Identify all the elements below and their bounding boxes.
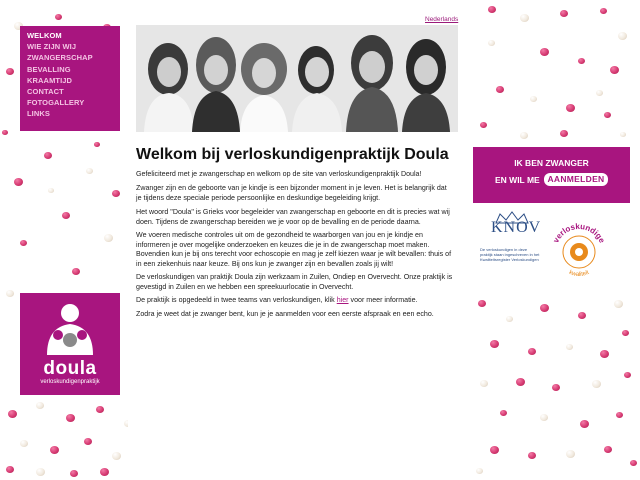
- teams-info-link[interactable]: hier: [336, 296, 349, 304]
- language-link[interactable]: Nederlands: [425, 16, 459, 23]
- candy-decoration: [488, 6, 496, 13]
- candy-decoration: [6, 68, 14, 75]
- candy-decoration: [66, 414, 75, 422]
- candy-decoration: [596, 90, 603, 96]
- candy-decoration: [96, 406, 104, 413]
- nav-item-fotogallery[interactable]: FOTOGALLERY: [27, 98, 85, 108]
- candy-decoration: [614, 300, 623, 308]
- knov-logo[interactable]: KNOV: [491, 219, 542, 236]
- cta-line-1: IK BEN ZWANGER: [514, 158, 589, 168]
- nav-item-kraamtijd[interactable]: KRAAMTIJD: [27, 75, 73, 85]
- candy-decoration: [112, 452, 121, 460]
- candy-decoration: [44, 152, 52, 159]
- candy-decoration: [6, 290, 14, 297]
- mother-child-icon: [20, 293, 120, 363]
- seal-bottom-text: kwaliteit: [567, 269, 591, 279]
- candy-decoration: [516, 378, 525, 386]
- team-photo: [136, 25, 458, 132]
- candy-decoration: [2, 130, 8, 135]
- candy-decoration: [104, 234, 113, 242]
- candy-decoration: [36, 468, 45, 476]
- candy-decoration: [578, 312, 586, 319]
- team-photo-illustration: [136, 25, 458, 132]
- nav-item-links[interactable]: LINKS: [27, 109, 50, 119]
- nav-item-welkom[interactable]: WELKOM: [27, 31, 62, 40]
- candy-decoration: [478, 300, 486, 307]
- svg-text:kwaliteit: [568, 270, 591, 278]
- quality-seal-icon[interactable]: [546, 219, 612, 285]
- candy-decoration: [490, 340, 499, 348]
- candy-decoration: [86, 168, 93, 174]
- candy-decoration: [540, 414, 548, 421]
- candy-decoration: [540, 304, 549, 312]
- candy-decoration: [500, 410, 507, 416]
- knov-register-text: De verloskundigen in deze praktijk staan ingeschreven in het Kwaliteitsregister Verloskundigen: [480, 247, 540, 262]
- candy-decoration: [112, 190, 120, 197]
- candy-decoration: [578, 58, 585, 64]
- candy-decoration: [620, 132, 626, 137]
- candy-decoration: [604, 112, 611, 118]
- nav-item-wie-zijn-wij[interactable]: WIE ZIJN WIJ: [27, 42, 77, 52]
- candy-decoration: [566, 104, 575, 112]
- candy-decoration: [530, 96, 537, 102]
- candy-decoration: [604, 446, 612, 453]
- candy-decoration: [566, 344, 573, 350]
- candy-decoration: [580, 420, 589, 428]
- body-paragraph: De verloskundigen van praktijk Doula zijn werkzaam in Zuilen, Ondiep en Overvecht. Onze praktijk is gevestigd in Zuilen en we hebben een spreekuurlocatie in Overvecht.: [136, 273, 453, 291]
- candy-decoration: [62, 212, 70, 219]
- candy-decoration: [618, 32, 627, 40]
- candy-decoration: [616, 412, 623, 418]
- candy-decoration: [36, 402, 44, 409]
- candy-decoration: [100, 468, 109, 476]
- nav-item-zwangerschap[interactable]: ZWANGERSCHAP: [27, 53, 93, 63]
- candy-decoration: [610, 66, 619, 74]
- candy-decoration: [72, 268, 80, 275]
- signup-button[interactable]: AANMELDEN: [544, 173, 608, 186]
- candy-decoration: [496, 86, 504, 93]
- candy-decoration: [600, 350, 609, 358]
- candy-decoration: [50, 446, 59, 454]
- candy-decoration: [592, 380, 601, 388]
- body-paragraph: Zodra je weet dat je zwanger bent, kun je je aanmelden voor een eerste afspraak en een echo.: [136, 310, 434, 318]
- candy-decoration: [566, 450, 575, 458]
- candy-decoration: [528, 348, 536, 355]
- doula-logo[interactable]: [20, 293, 120, 395]
- candy-decoration: [490, 446, 499, 454]
- candy-decoration: [480, 380, 488, 387]
- candy-decoration: [600, 8, 607, 14]
- page-title: Welkom bij verloskundigenpraktijk Doula: [136, 146, 449, 163]
- candy-decoration: [480, 122, 487, 128]
- candy-decoration: [94, 142, 100, 147]
- nav-item-bevalling[interactable]: BEVALLING: [27, 64, 71, 74]
- candy-decoration: [506, 316, 513, 322]
- candy-decoration: [624, 372, 631, 378]
- candy-decoration: [84, 438, 92, 445]
- teams-text-after: voor meer informatie.: [348, 296, 418, 304]
- logo-name: doula: [43, 358, 97, 379]
- candy-decoration: [520, 14, 529, 22]
- candy-decoration: [560, 10, 568, 17]
- candy-decoration: [20, 240, 27, 246]
- candy-decoration: [6, 466, 14, 473]
- candy-decoration: [552, 384, 560, 391]
- quality-badges: [478, 209, 628, 291]
- nav-item-contact[interactable]: CONTACT: [27, 87, 64, 97]
- teams-paragraph: [136, 296, 454, 306]
- body-paragraph: Het woord "Doula" is Grieks voor begeleider van zwangerschap en geboorte en dit is precies wat wij doen. Tijdens de zwangerschap bereiden we je voor op de bevalling en de periode daarna.: [136, 208, 450, 226]
- candy-decoration: [70, 470, 78, 477]
- candy-decoration: [528, 452, 536, 459]
- candy-decoration: [488, 40, 495, 46]
- logo-subtitle: verloskundigenpraktijk: [40, 379, 100, 385]
- teams-text-before: De praktijk is opgedeeld in twee teams van verloskundigen, klik: [136, 296, 337, 304]
- body-paragraph: Zwanger zijn en de geboorte van je kindje is een bijzonder moment in je leven. Het is belangrijk dat je tijdens deze speciale periode persoonlijke en deskundige begeleiding krijgt.: [136, 184, 447, 202]
- candy-decoration: [622, 330, 629, 336]
- candy-decoration: [630, 460, 637, 466]
- body-paragraph: We voeren medische controles uit om de gezondheid te waarborgen van jou en je kindje en informeren je over mogelijke onderzoeken en keuzes die je in de zwangerschap moet maken. Bovendien kun je bij ons terecht voor echoscopie en mag je zelf kiezen waar je wilt bevallen: thuis of in een ziekenhuis naar keuze. Bij ons kun je zwanger zijn en bevallen zoals jij wilt!: [136, 231, 452, 268]
- candy-decoration: [8, 410, 17, 418]
- intro-paragraph: Gefeliciteerd met je zwangerschap en welkom op de site van verloskundigenpraktijk Doula!: [136, 170, 422, 178]
- seal-top-text: verloskundige: [551, 221, 607, 245]
- candy-decoration: [55, 14, 62, 20]
- signup-panel: [473, 147, 630, 203]
- main-nav: [20, 26, 120, 131]
- candy-decoration: [476, 468, 483, 474]
- candy-decoration: [520, 132, 528, 139]
- candy-decoration: [48, 188, 54, 193]
- cta-line-2: EN WIL ME: [495, 175, 540, 185]
- candy-decoration: [560, 130, 568, 137]
- candy-decoration: [14, 178, 23, 186]
- candy-decoration: [20, 440, 28, 447]
- candy-decoration: [540, 48, 549, 56]
